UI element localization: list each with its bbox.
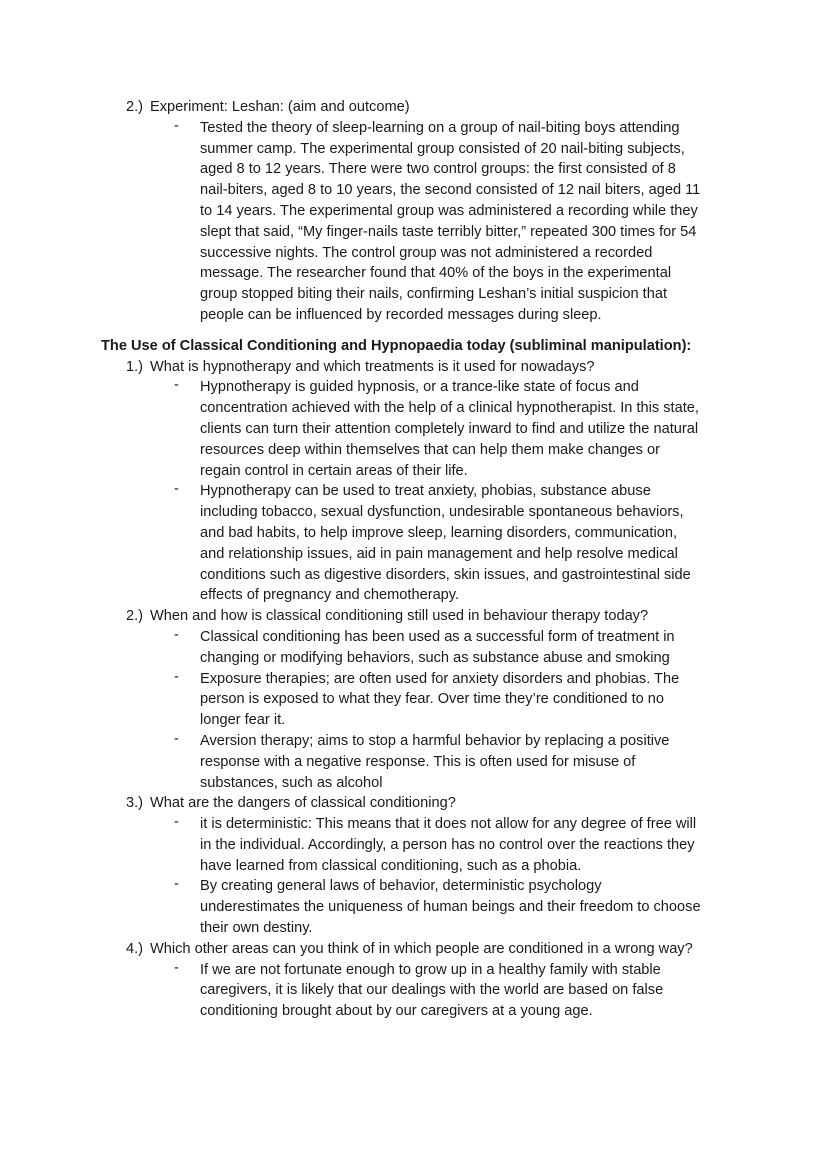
- bullet-text-line: conditioning brought about by our caregivers at a young age.: [200, 1003, 593, 1020]
- question-number: 4.): [126, 940, 144, 957]
- bullet-point: [0, 876, 730, 938]
- section-heading: The Use of Classical Conditioning and Hypnopaedia today (subliminal manipulation):: [101, 337, 692, 354]
- bullet-text-line: their own destiny.: [200, 920, 313, 937]
- numbered-question: [0, 606, 828, 627]
- bullet-text-line: Tested the theory of sleep-learning on a group of nail-biting boys attending: [200, 119, 680, 136]
- bullet-dash: -: [174, 481, 179, 498]
- bullet-text-line: have learned from classical conditioning, such as a phobia.: [200, 857, 582, 874]
- bullet-text-line: changing or modifying behaviors, such as substance abuse and smoking: [200, 649, 670, 666]
- bullet-dash: -: [174, 876, 179, 893]
- bullet-dash: -: [174, 668, 179, 685]
- bullet-text-line: Aversion therapy; aims to stop a harmful behavior by replacing a positive: [200, 732, 670, 749]
- classical-conditioning-section: [0, 336, 828, 1022]
- bullet-text-line: caregivers, it is likely that our dealings with the world are based on false: [200, 982, 664, 999]
- bullet-text-line: and relationship issues, aid in pain management and help resolve medical: [200, 545, 678, 562]
- question-text: What is hypnotherapy and which treatments is it used for nowadays?: [150, 358, 595, 375]
- bullet-point: [0, 960, 730, 1022]
- question-number: 2.): [126, 99, 144, 115]
- bullet-text-line: concentration achieved with the help of a clinical hypnotherapist. In this state,: [200, 400, 699, 417]
- question-number: 3.): [126, 795, 144, 812]
- bullet-point: [0, 669, 730, 731]
- bullet-text-line: Hypnotherapy can be used to treat anxiety, phobias, substance abuse: [200, 483, 651, 500]
- bullet-text-line: response with a negative response. This is often used for misuse of: [200, 753, 636, 770]
- bullet-text-line: substances, such as alcohol: [200, 774, 383, 791]
- bullet-text-line: slept that said, “My finger-nails taste terribly bitter,” repeated 300 times for 54: [200, 223, 697, 240]
- bullet-text-line: nail-biters, aged 8 to 10 years, the second consisted of 12 nail biters, aged 11: [200, 182, 701, 199]
- bullet-text-line: summer camp. The experimental group consisted of 20 nail-biting subjects,: [200, 140, 685, 157]
- bullet-text-line: effects of pregnancy and chemotherapy.: [200, 587, 460, 604]
- bullet-text-line: Exposure therapies; are often used for anxiety disorders and phobias. The: [200, 670, 680, 687]
- bullet-point: [0, 481, 730, 606]
- bullet-text-line: including tobacco, sexual dysfunction, undesirable spontaneous behaviors,: [200, 504, 684, 521]
- bullet-point: [0, 731, 730, 793]
- bullet-point: [0, 627, 730, 669]
- bullet-text-line: it is deterministic: This means that it does not allow for any degree of free will: [200, 816, 697, 833]
- bullet-dash: -: [174, 959, 179, 976]
- bullet-text-line: group stopped biting their nails, confirming Leshan’s initial suspicion that: [200, 286, 668, 303]
- bullet-text-line: in the individual. Accordingly, a person has no control over the reactions they: [200, 836, 695, 853]
- bullet-text-line: people can be influenced by recorded messages during sleep.: [200, 306, 602, 323]
- question-text: When and how is classical conditioning still used in behaviour therapy today?: [150, 608, 649, 625]
- bullet-text-line: successive nights. The control group was not administered a recorded: [200, 244, 653, 261]
- question-number: 2.): [126, 608, 144, 625]
- bullet-text-line: and bad habits, to help improve sleep, learning disorders, communication,: [200, 524, 677, 541]
- bullet-text-line: Classical conditioning has been used as a successful form of treatment in: [200, 628, 675, 645]
- bullet-text-line: resources deep within themselves that can help them make changes or: [200, 441, 660, 458]
- bullet-point: [0, 814, 730, 876]
- bullet-text-line: conditions such as digestive disorders, skin issues, and gastrointestinal side: [200, 566, 691, 583]
- numbered-question: [0, 97, 828, 118]
- question-text: Experiment: Leshan: (aim and outcome): [150, 99, 410, 115]
- bullet-point: [0, 118, 730, 326]
- bullet-text-line: person is exposed to what they fear. Over time they’re conditioned to no: [200, 691, 665, 708]
- numbered-question: [0, 939, 828, 960]
- bullet-text-line: clients can turn their attention completely inward to find and utilize the natural: [200, 420, 699, 437]
- numbered-question: [0, 357, 828, 378]
- bullet-text-line: aged 8 to 12 years. There were two control groups: the first consisted of 8: [200, 161, 676, 178]
- bullet-text-line: message. The researcher found that 40% of the boys in the experimental: [200, 265, 672, 282]
- bullet-text-line: underestimates the uniqueness of human beings and their freedom to choose: [200, 899, 701, 916]
- bullet-text-line: By creating general laws of behavior, deterministic psychology: [200, 878, 602, 895]
- bullet-point: [0, 377, 730, 481]
- bullet-dash: -: [174, 377, 179, 394]
- question-text: What are the dangers of classical conditioning?: [150, 795, 456, 812]
- bullet-dash: -: [174, 117, 179, 134]
- experiment-section: [0, 97, 828, 326]
- bullet-dash: -: [174, 814, 179, 831]
- bullet-text-line: regain control in certain areas of their life.: [200, 462, 468, 479]
- bullet-dash: -: [174, 626, 179, 643]
- bullet-text-line: longer fear it.: [200, 712, 286, 729]
- numbered-question: [0, 793, 828, 814]
- question-number: 1.): [126, 358, 144, 375]
- bullet-text-line: Hypnotherapy is guided hypnosis, or a trance-like state of focus and: [200, 379, 639, 396]
- bullet-dash: -: [174, 730, 179, 747]
- bullet-text-line: to 14 years. The experimental group was administered a recording while they: [200, 202, 698, 219]
- bullet-text-line: If we are not fortunate enough to grow up in a healthy family with stable: [200, 961, 661, 978]
- question-text: Which other areas can you think of in which people are conditioned in a wrong way?: [150, 940, 693, 957]
